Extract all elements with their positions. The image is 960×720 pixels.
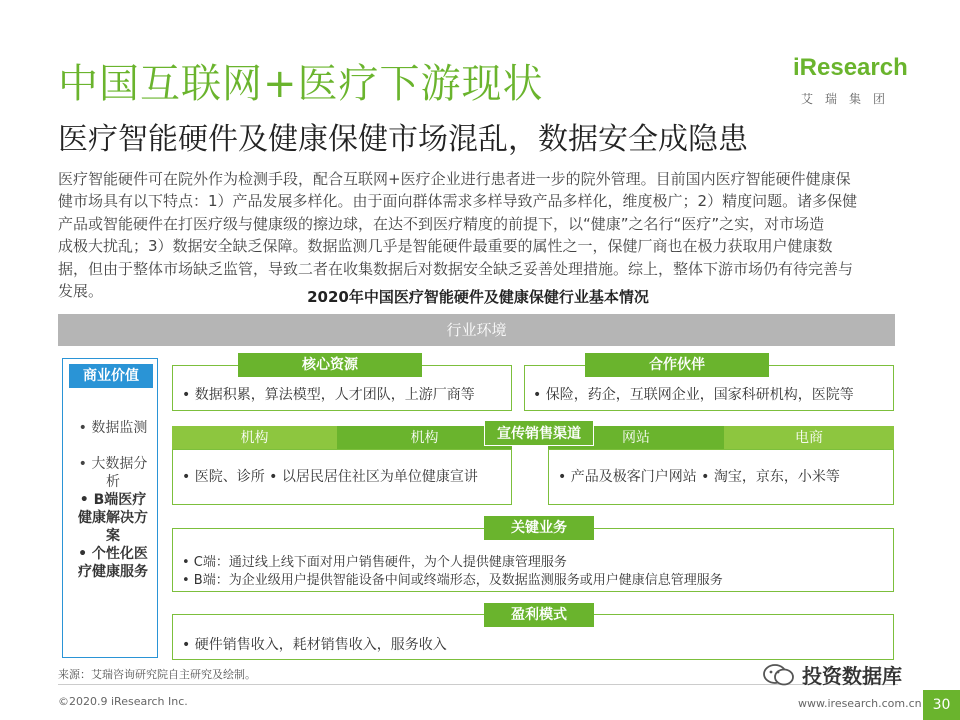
key-business-line: • B端：为企业级用户提供智能设备中间或终端形态，及数据监测服务或用户健康信息管理服务 (182, 573, 723, 588)
page-title: 中国互联网+医疗下游现状 (58, 61, 544, 107)
page-number: 30 (923, 690, 960, 720)
intro-line: 医疗智能硬件可在院外作为检测手段，配合互联网+医疗企业进行患者进一步的院外管理。目前国内医疗智能硬件健康保 (58, 170, 851, 188)
watermark-text: 投资数据库 (802, 664, 902, 688)
core-resources-text: • 数据积累，算法模型，人才团队，上游厂商等 (182, 387, 475, 403)
channel-segment: 网站 (548, 426, 724, 450)
channel-segment: 电商 (724, 426, 894, 450)
website: www.iresearch.com.cn (798, 697, 922, 710)
page-subtitle: 医疗智能硬件及健康保健市场混乱，数据安全成隐患 (58, 122, 748, 157)
intro-line: 产品或智能硬件在打医疗级与健康级的擦边球，在达不到医疗精度的前提下，以“健康”之名行“医疗”之实，对市场造 (58, 214, 825, 233)
channel-segment: 机构 (337, 426, 512, 450)
logo-brand: iResearch (793, 54, 908, 81)
logo-chinese: 艾瑞集团 (801, 92, 898, 106)
profit-model-text: • 硬件销售收入，耗材销售收入，服务收入 (182, 637, 447, 653)
commercial-value-item: • 数据监测 (78, 420, 148, 436)
intro-paragraph (58, 168, 908, 302)
partners-header: 合作伙伴 (585, 353, 769, 377)
intro-line: 健市场具有以下特点：1）产品发展多样化。由于面向群体需求多样导致产品多样化，维度极广；2）精度问题。诸多保健 (58, 192, 858, 211)
commercial-value-panel (62, 358, 158, 658)
iresearch-logo (793, 54, 913, 114)
intro-line: 成极大扰乱；3）数据安全缺乏保障。数据监测几乎是智能硬件最重要的属性之一，保健厂商也在极力获取用户健康数 (58, 237, 833, 256)
commercial-value-item: • B端医疗健康解决方案 (78, 492, 148, 544)
intro-line: 据，但由于整体市场缺乏监管，导致二者在收集数据后对数据安全缺乏妥善处理措施。综上，整体下游市场仍有待完善与 (58, 259, 854, 278)
intro-line: 发展。 (58, 282, 104, 301)
profit-model-header: 盈利模式 (484, 603, 594, 627)
key-business-header: 关键业务 (484, 516, 594, 540)
channels-left-text: • 医院、诊所 • 以居民居住社区为单位健康宣讲 (182, 469, 478, 485)
channels-right-text: • 产品及极客门户网站 • 淘宝，京东，小米等 (558, 469, 840, 485)
channel-segment: 机构 (172, 426, 337, 450)
commercial-value-header: 商业价值 (69, 364, 153, 388)
source-note: 来源：艾瑞咨询研究院自主研究及绘制。 (58, 668, 256, 681)
core-resources-header: 核心资源 (238, 353, 422, 377)
channels-header: 宣传销售渠道 (484, 420, 594, 446)
commercial-value-item: • 个性化医疗健康服务 (78, 546, 148, 580)
industry-environment-bar: 行业环境 (58, 314, 895, 346)
commercial-value-item: • 大数据分析 (78, 456, 148, 490)
wechat-icon (762, 662, 796, 688)
copyright: ©2020.9 iResearch Inc. (58, 695, 188, 708)
partners-text: • 保险，药企，互联网企业，国家科研机构，医院等 (533, 387, 854, 403)
key-business-line: • C端：通过线上线下面对用户销售硬件，为个人提供健康管理服务 (182, 555, 567, 570)
diagram-title: 2020年中国医疗智能硬件及健康保健行业基本情况 (307, 288, 649, 306)
